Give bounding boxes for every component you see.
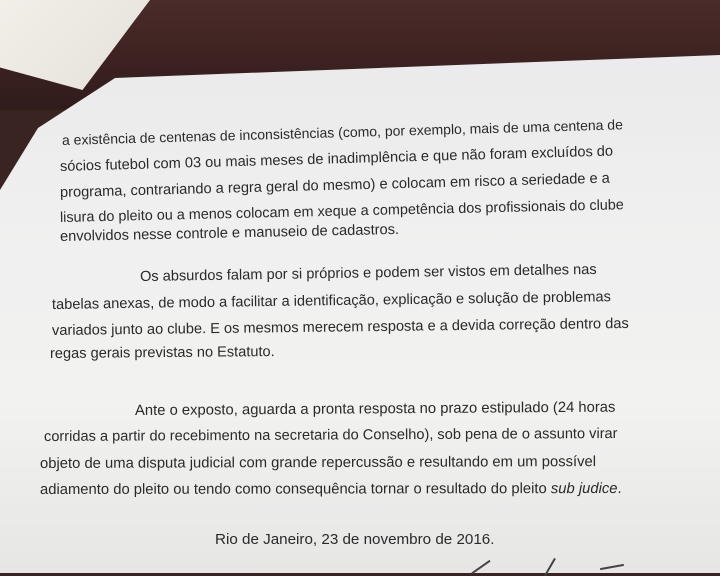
paragraph-1-line-4: lisura do pleito ou a menos colocam em xeque a competência dos profissionais do clube	[59, 197, 625, 226]
paragraph-3-line-4: adiamento do pleito ou tendo como consequência tornar o resultado do pleito sub judice.	[39, 480, 622, 498]
closing-date-line: Rio de Janeiro, 23 de novembro de 2016.	[215, 531, 495, 548]
paragraph-3-line-1: Ante o exposto, aguarda a pronta resposta no prazo estipulado (24 horas	[134, 399, 616, 419]
signature-mark-2	[544, 558, 556, 576]
signature-mark-3	[600, 564, 624, 570]
paragraph-1-line-2: sócios futebol com 03 ou mais meses de inadimplência e que não foram excluídos do	[59, 143, 614, 175]
paragraph-3-line-3: objeto de uma disputa judicial com grande repercussão e resultando em um possível	[39, 454, 597, 472]
signature-mark-1	[471, 560, 490, 574]
paragraph-2-line-4: regas gerais previstas no Estatuto.	[49, 344, 275, 362]
paragraph-3-line-2: corridas a partir do recebimento na secretaria do Conselho), sob pena de o assunto virar	[43, 425, 618, 445]
paragraph-2-line-3: variados junto ao clube. E os mesmos merecem resposta e a devida correção dentro das	[51, 315, 629, 339]
paragraph-1-line-1: a existência de centenas de inconsistências (como, por exemplo, mais de uma centena de	[61, 116, 624, 148]
paragraph-1-line-3: programa, contrariando a regra geral do mesmo) e colocam em risco a seriedade e a	[59, 170, 610, 201]
paragraph-2-line-1: Os absurdos falam por si próprios e podem ser vistos em detalhes nas	[139, 261, 597, 285]
paragraph-2-line-2: tabelas anexas, de modo a facilitar a identificação, explicação e solução de problemas	[51, 289, 612, 313]
paragraph-1-line-5: envolvidos nesse controle e manuseio de cadastros.	[59, 221, 400, 245]
